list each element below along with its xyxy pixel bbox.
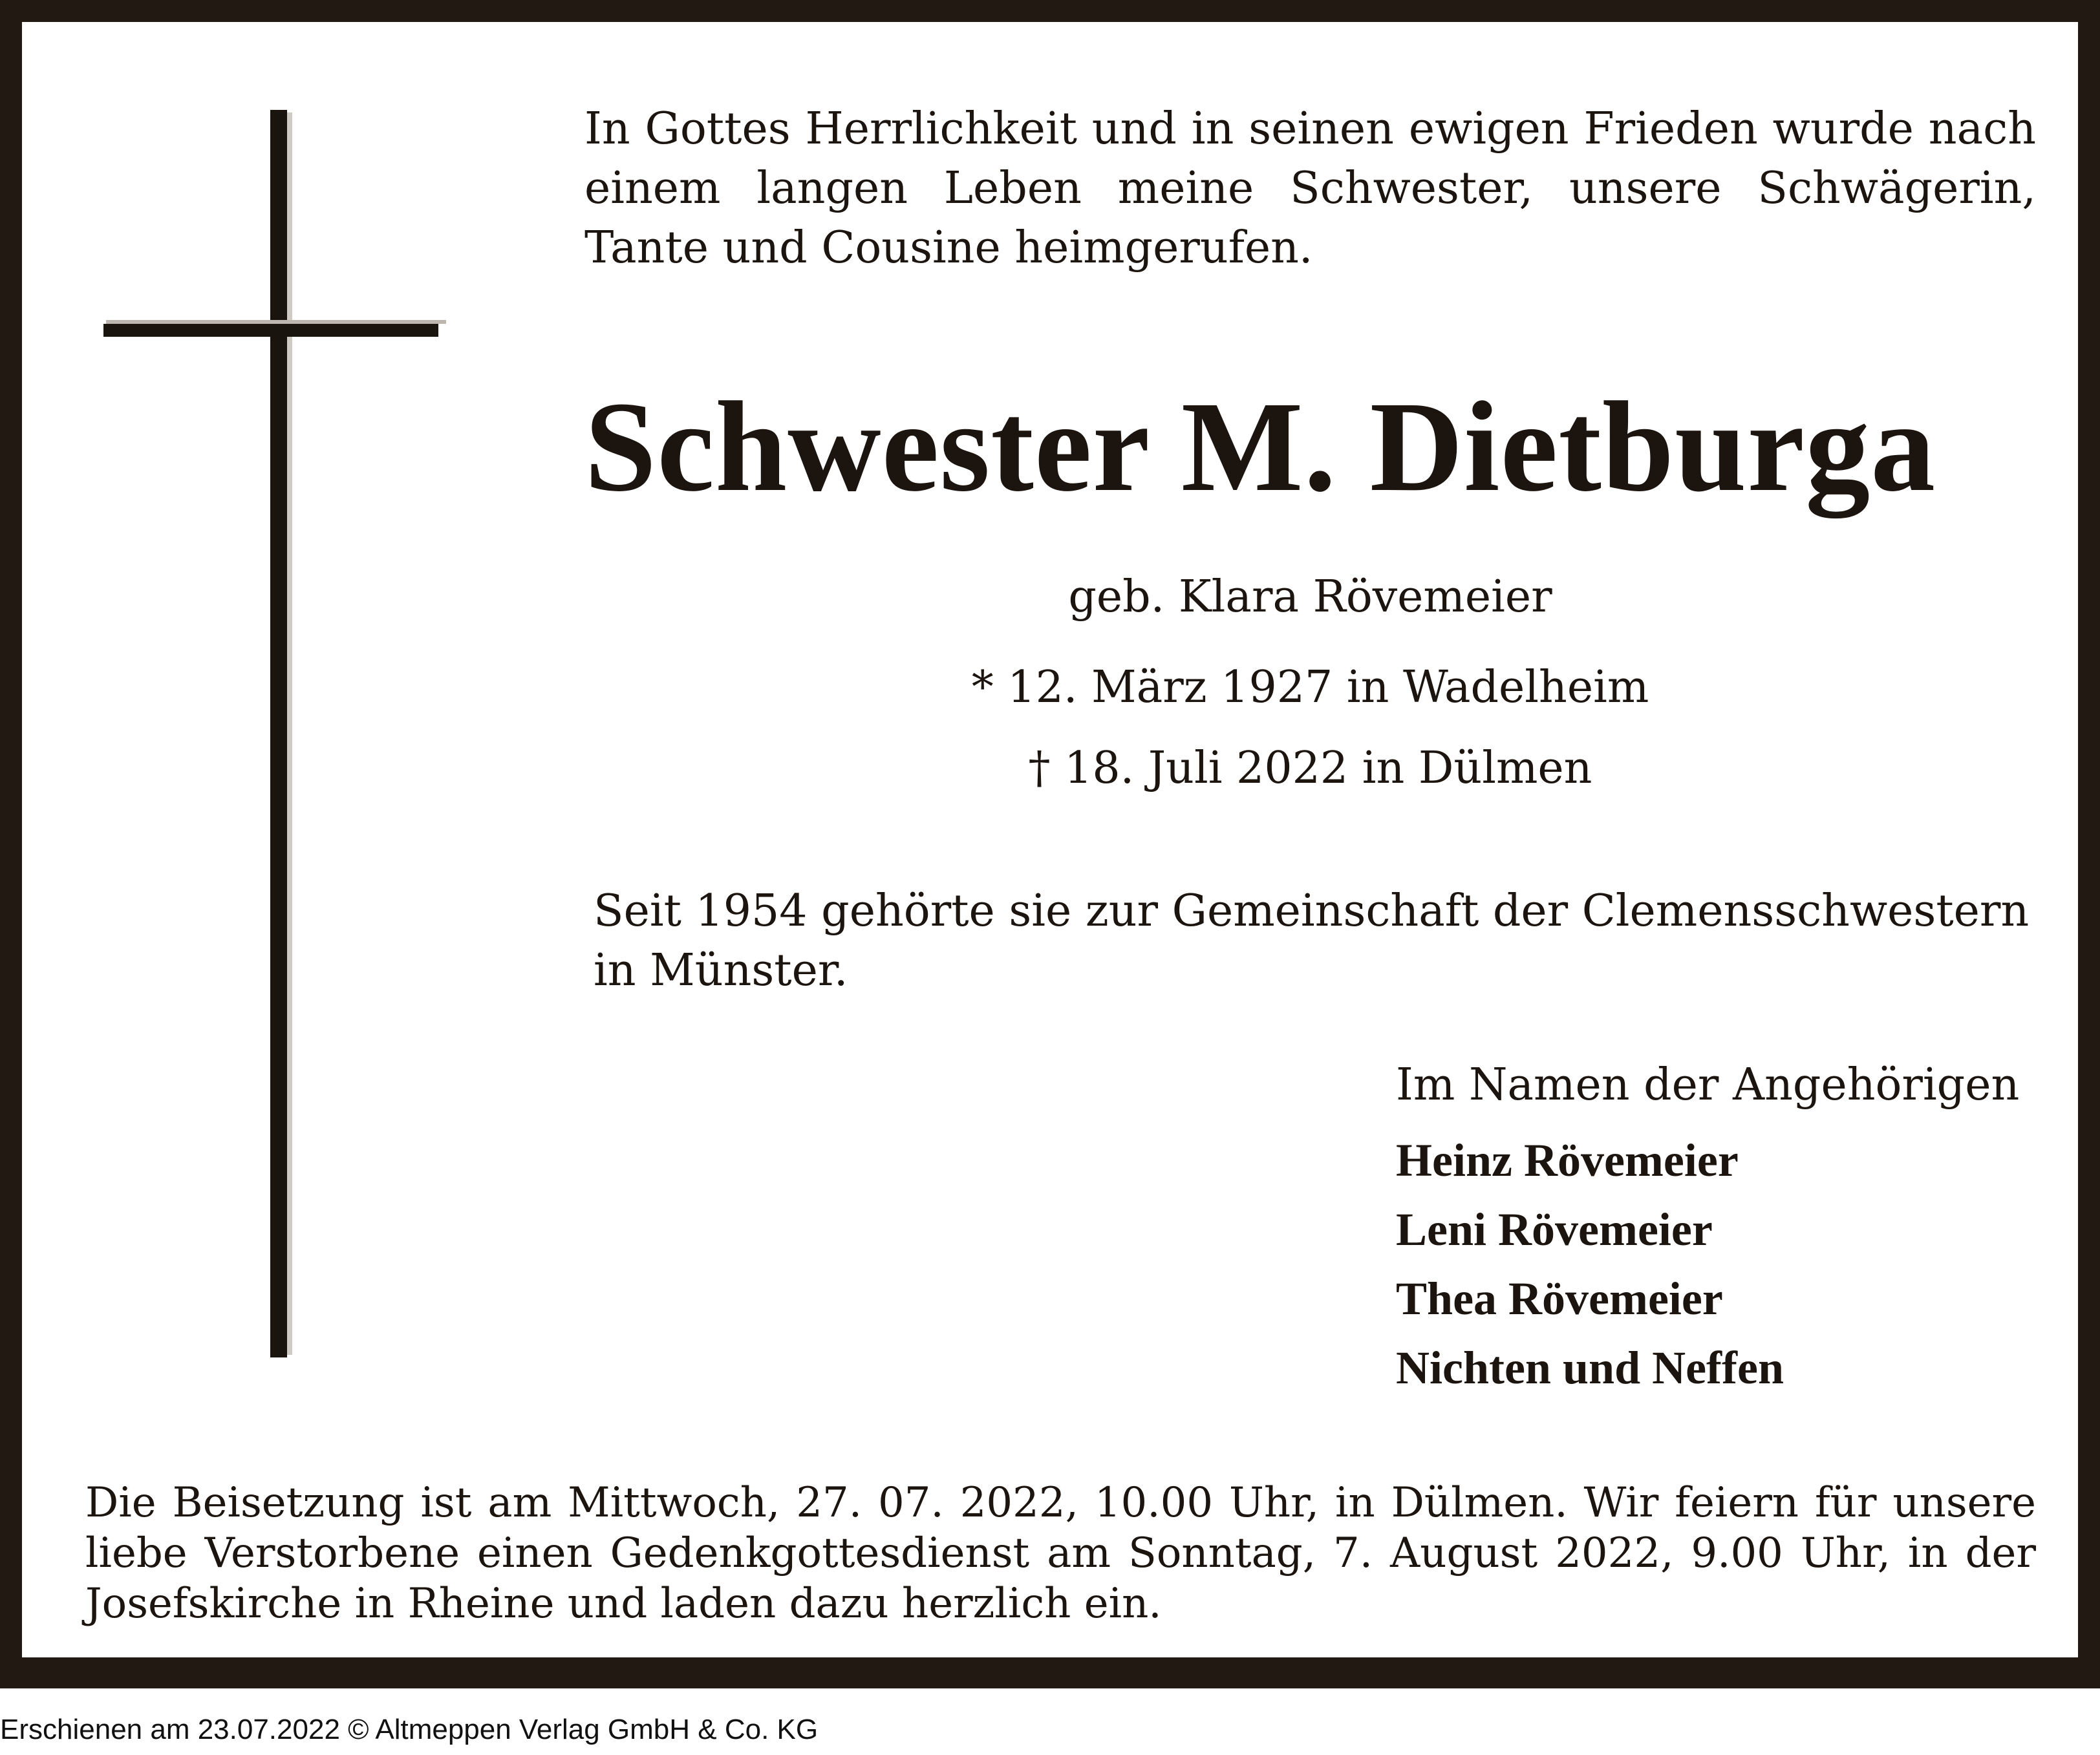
funeral-details: Die Beisetzung ist am Mittwoch, 27. 07. 2022, 10.00 Uhr, in Dülmen. Wir feiern für unsere liebe Verstorbene einen Gedenkgottesdienst am Sonntag, 7. August 2022, 9.00 Uhr, in der Josefskirche in Rheine und laden dazu herzlich ein. bbox=[85, 1479, 2036, 1628]
relative-name: Heinz Rövemeier bbox=[1396, 1134, 1739, 1186]
cross-vertical-beam bbox=[270, 110, 287, 1357]
death-date: † 18. Juli 2022 in Dülmen bbox=[1028, 743, 1592, 794]
publication-credit: Erschienen am 23.07.2022 © Altmeppen Verlag GmbH & Co. KG bbox=[0, 1714, 819, 1745]
cross-horizontal-highlight bbox=[106, 320, 446, 324]
obituary-notice bbox=[22, 22, 2078, 1657]
community-text: Seit 1954 gehörte sie zur Gemeinschaft der Clemensschwestern in Münster. bbox=[594, 886, 2030, 996]
intro-text: In Gottes Herrlichkeit und in seinen ewigen Frieden wurde nach einem langen Leben meine Schwester, unsere Schwägerin, Tante und Cousine heimgerufen. bbox=[584, 103, 2036, 273]
birth-date: * 12. März 1927 in Wadelheim bbox=[971, 662, 1649, 713]
relative-name: Leni Rövemeier bbox=[1396, 1204, 1713, 1255]
cross-horizontal-beam bbox=[103, 324, 438, 337]
birth-name: geb. Klara Rövemeier bbox=[1068, 571, 1552, 622]
cross-vertical-highlight bbox=[287, 112, 292, 1355]
relatives-heading: Im Namen der Angehörigen bbox=[1396, 1059, 2020, 1111]
relatives-block bbox=[1396, 1056, 2036, 1403]
relative-name: Nichten und Neffen bbox=[1396, 1342, 1784, 1394]
cross-icon bbox=[22, 22, 475, 1379]
relative-name: Thea Rövemeier bbox=[1396, 1273, 1723, 1324]
deceased-name: Schwester M. Dietburga bbox=[584, 376, 1936, 518]
